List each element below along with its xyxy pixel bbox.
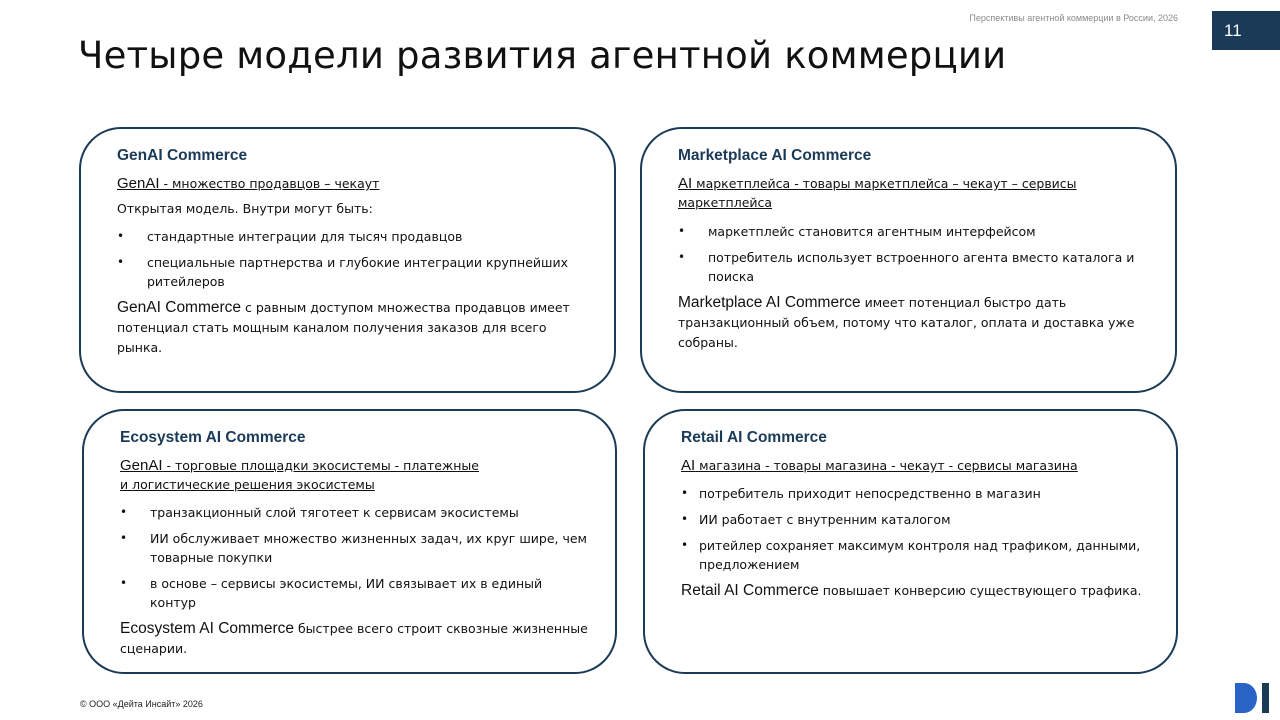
lead-name: GenAI [117, 175, 160, 192]
summary-name: GenAI Commerce [117, 299, 242, 316]
page-number: 11 [1212, 11, 1280, 50]
card-summary [681, 581, 1152, 601]
bullet-item: • маркетплейс становится агентным интерфейсом [678, 222, 1151, 241]
card-genai-commerce [79, 127, 616, 393]
copyright: © ООО «Дейта Инсайт» 2026 [80, 699, 203, 709]
bullet-item: • потребитель использует встроенного агента вместо каталога и поиска [678, 248, 1151, 286]
lead-name: AI [681, 457, 696, 474]
bullet-list [681, 484, 1152, 574]
card-summary [678, 293, 1151, 353]
bullet-list [678, 222, 1151, 286]
bullet-item: • специальные партнерства и глубокие интеграции крупнейших ритейлеров [117, 253, 590, 291]
card-lead [678, 174, 1151, 212]
card-title: Retail AI Commerce [681, 429, 827, 446]
summary-text: повышает конверсию существующего трафика. [818, 583, 1142, 598]
card-summary [120, 619, 591, 659]
summary-text: с равным доступом множества продавцов имеет потенциал стать мощным каналом получения заказов для всего рынка. [117, 300, 570, 355]
card-lead [117, 174, 590, 193]
header-subtitle: Перспективы агентной коммерции в России, 2026 [969, 13, 1178, 23]
summary-name: Retail AI Commerce [681, 582, 819, 599]
bullet-item: • в основе – сервисы экосистемы, ИИ связывает их в единый контур [120, 574, 591, 612]
bullet-item: • ритейлер сохраняет максимум контроля над трафиком, данными, предложением [681, 536, 1152, 574]
card-title: GenAI Commerce [117, 147, 248, 164]
card-intro: Открытая модель. Внутри могут быть: [117, 201, 373, 216]
bullet-item: • стандартные интеграции для тысяч продавцов [117, 227, 590, 246]
bullet-item: • ИИ обслуживает множество жизненных задач, их круг шире, чем товарные покупки [120, 529, 591, 567]
card-marketplace-ai-commerce [640, 127, 1177, 393]
card-title: Ecosystem AI Commerce [120, 429, 306, 446]
lead-text: - торговые площадки экосистемы - платежные [162, 458, 479, 473]
lead-text: магазина - товары магазина - чекаут - сервисы магазина [695, 458, 1078, 473]
lead-name: AI [678, 175, 693, 192]
card-title: Marketplace AI Commerce [678, 147, 872, 164]
bullet-item: • транзакционный слой тяготеет к сервисам экосистемы [120, 503, 591, 522]
summary-text: имеет потенциал быстро дать транзакционный объем, потому что каталог, оплата и доставка уже собраны. [678, 295, 1135, 350]
bullet-list [120, 503, 591, 612]
summary-name: Marketplace AI Commerce [678, 294, 861, 311]
card-ecosystem-ai-commerce [82, 409, 617, 674]
card-lead [681, 456, 1152, 475]
bullet-item: • потребитель приходит непосредственно в магазин [681, 484, 1152, 503]
logo-d-shape [1235, 683, 1257, 713]
summary-name: Ecosystem AI Commerce [120, 620, 294, 637]
bullet-list [117, 227, 590, 291]
bullet-item: • ИИ работает с внутренним каталогом [681, 510, 1152, 529]
lead-text: - множество продавцов – чекаут [159, 176, 380, 191]
di-logo-icon [1235, 683, 1271, 713]
logo-i-bar [1262, 683, 1269, 713]
slide-title: Четыре модели развития агентной коммерции [78, 34, 1007, 77]
summary-text: быстрее всего строит сквозные жизненные сценарии. [120, 621, 588, 656]
lead-text-line2: и логистические решения экосистемы [120, 477, 375, 492]
card-summary [117, 298, 590, 358]
lead-name: GenAI [120, 457, 163, 474]
card-lead [120, 456, 591, 494]
lead-text: маркетплейса - товары маркетплейса – чекаут – сервисы маркетплейса [678, 176, 1077, 210]
card-retail-ai-commerce [643, 409, 1178, 674]
